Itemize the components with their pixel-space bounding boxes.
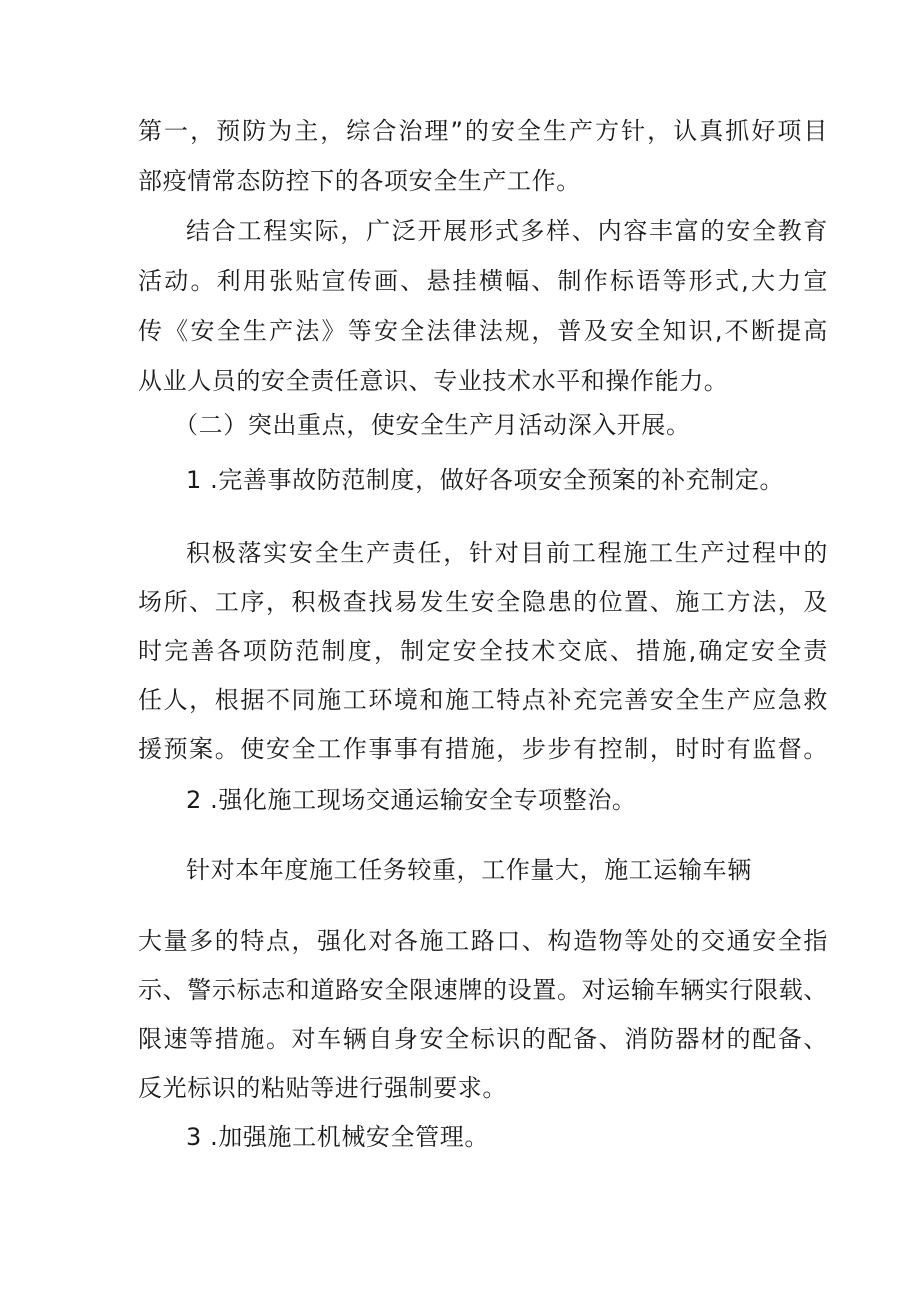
item2-line-3: 限速等措施。对车辆自身安全标识的配备、消防器材的配备、 — [138, 1025, 828, 1053]
item1-line-4: 任人，根据不同施工环境和施工特点补充完善安全生产应急救 — [138, 686, 828, 714]
item2-line-4: 反光标识的粘贴等进行强制要求。 — [138, 1074, 507, 1102]
item1-line-3: 时完善各项防范制度，制定安全技术交底、措施,确定安全责 — [138, 637, 828, 665]
para2-line-1: 结合工程实际，广泛开展形式多样、内容丰富的安全教育 — [186, 217, 828, 245]
section-heading-2: （二）突出重点，使安全生产月活动深入开展。 — [174, 411, 691, 439]
item2-title: 2 .强化施工现场交通运输安全专项整治。 — [186, 786, 637, 814]
para2-line-4: 从业人员的安全责任意识、专业技术水平和操作能力。 — [138, 367, 729, 395]
item1-title: 1 .完善事故防范制度，做好各项安全预案的补充制定。 — [186, 466, 785, 494]
item3-title: 3 .加强施工机械安全管理。 — [186, 1123, 489, 1151]
para1-line-1: 第一，预防为主，综合治理”的安全生产方针，认真抓好项目 — [138, 117, 828, 145]
item1-line-5: 援预案。使安全工作事事有措施，步步有控制，时时有监督。 — [138, 735, 828, 763]
item2-line-1: 大量多的特点，强化对各施工路口、构造物等处的交通安全指 — [138, 927, 828, 955]
para1-line-2: 部疫情常态防控下的各项安全生产工作。 — [138, 167, 581, 195]
item2-line-a: 针对本年度施工任务较重，工作量大，施工运输车辆 — [186, 856, 752, 884]
para2-line-3: 传《安全生产法》等安全法律法规，普及安全知识,不断提高 — [138, 317, 828, 345]
para2-line-2: 活动。利用张贴宣传画、悬挂横幅、制作标语等形式,大力宣 — [138, 267, 828, 295]
item1-line-1: 积极落实安全生产责任，针对目前工程施工生产过程中的 — [186, 539, 828, 567]
item2-line-2: 示、警示标志和道路安全限速牌的设置。对运输车辆实行限载、 — [138, 976, 828, 1004]
item1-line-2: 场所、工序，积极查找易发生安全隐患的位置、施工方法，及 — [138, 588, 828, 616]
